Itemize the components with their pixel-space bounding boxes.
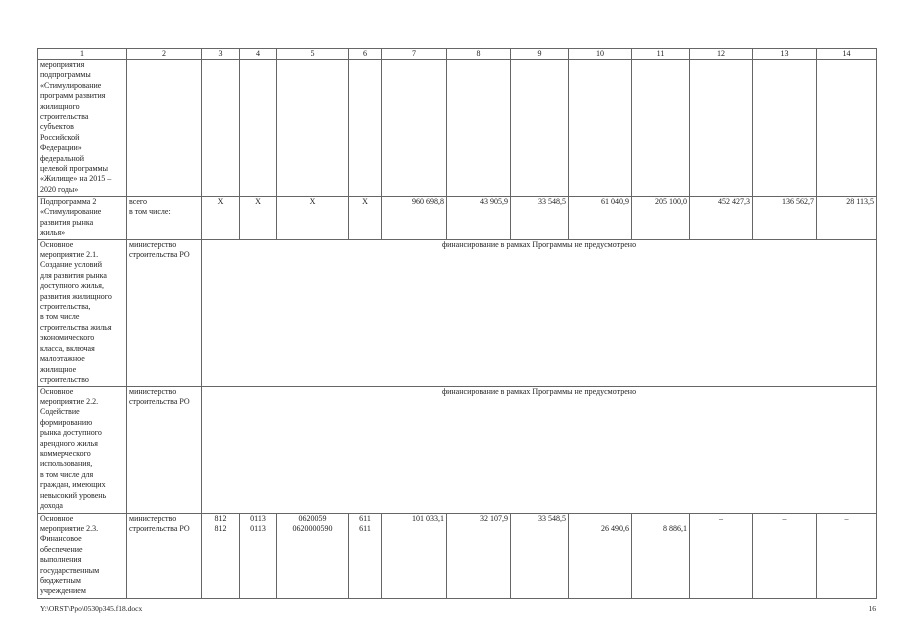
header-cell: 3 — [202, 49, 240, 60]
row-title-cell: Основное мероприятие 2.1. Создание условий для развития рынка доступного жилья, развития жилищного строительства, в том числе строительства жилья экономического класса, включая малоэтажное жилищное строительство — [38, 239, 127, 386]
header-cell: 14 — [817, 49, 877, 60]
budget-table — [37, 48, 877, 599]
table-row — [38, 60, 877, 197]
executor-cell: министерство строительства РО — [127, 513, 202, 598]
row-title-cell: Основное мероприятие 2.2. Содействие формированию рынка доступного арендного жилья коммерческого использования, в том числе для граждан, имеющих невысокий уровень дохода — [38, 386, 127, 513]
table-cell: 61 040,9 — [569, 197, 632, 240]
header-cell: 12 — [690, 49, 753, 60]
table-cell: 33 548,5 — [511, 197, 569, 240]
header-cell: 7 — [382, 49, 447, 60]
table-cell: 43 905,9 — [447, 197, 511, 240]
executor-cell: всего в том числе: — [127, 197, 202, 240]
table-cell: 26 490,6 — [569, 513, 632, 598]
table-row — [38, 197, 877, 240]
table-cell: 611 611 — [349, 513, 382, 598]
table-cell: 452 427,3 — [690, 197, 753, 240]
table-cell: Х — [277, 197, 349, 240]
table-cell: 8 886,1 — [632, 513, 690, 598]
table-cell: 960 698,8 — [382, 197, 447, 240]
no-financing-note: финансирование в рамках Программы не предусмотрено — [202, 239, 877, 386]
table-cell: – — [753, 513, 817, 598]
table-cell: – — [690, 513, 753, 598]
table-row — [38, 513, 877, 598]
row-title-cell: мероприятия подпрограммы «Стимулирование программ развития жилищного строительства субъектов Российской Федерации» федеральной целевой программы «Жилище» на 2015 – 2020 годы» — [38, 60, 127, 197]
header-cell: 8 — [447, 49, 511, 60]
table-cell: 0113 0113 — [240, 513, 277, 598]
header-cell: 10 — [569, 49, 632, 60]
header-cell: 6 — [349, 49, 382, 60]
table-cell: 812 812 — [202, 513, 240, 598]
table-cell: 0620059 0620000590 — [277, 513, 349, 598]
header-cell: 11 — [632, 49, 690, 60]
table-row — [38, 239, 877, 386]
table-cell: 28 113,5 — [817, 197, 877, 240]
header-cell: 1 — [38, 49, 127, 60]
file-path: Y:\ORST\Ppo\0530p345.f18.docx — [40, 604, 143, 613]
table-cell: 32 107,9 — [447, 513, 511, 598]
header-row — [38, 49, 877, 60]
table-cell: Х — [202, 197, 240, 240]
header-cell: 2 — [127, 49, 202, 60]
executor-cell: министерство строительства РО — [127, 239, 202, 386]
header-cell: 9 — [511, 49, 569, 60]
row-title-cell: Основное мероприятие 2.3. Финансовое обеспечение выполнения государственным бюджетным учреждением — [38, 513, 127, 598]
table-row — [38, 386, 877, 513]
header-cell: 13 — [753, 49, 817, 60]
table-cell: – — [817, 513, 877, 598]
table-cell: Х — [349, 197, 382, 240]
page-number: 16 — [868, 604, 876, 613]
no-financing-note: финансирование в рамках Программы не предусмотрено — [202, 386, 877, 513]
table-cell: 101 033,1 — [382, 513, 447, 598]
executor-cell: министерство строительства РО — [127, 386, 202, 513]
table-cell: 136 562,7 — [753, 197, 817, 240]
header-cell: 5 — [277, 49, 349, 60]
table-cell: 205 100,0 — [632, 197, 690, 240]
header-cell: 4 — [240, 49, 277, 60]
row-title-cell: Подпрограмма 2 «Стимулирование развития рынка жилья» — [38, 197, 127, 240]
table-cell: Х — [240, 197, 277, 240]
table-cell: 33 548,5 — [511, 513, 569, 598]
